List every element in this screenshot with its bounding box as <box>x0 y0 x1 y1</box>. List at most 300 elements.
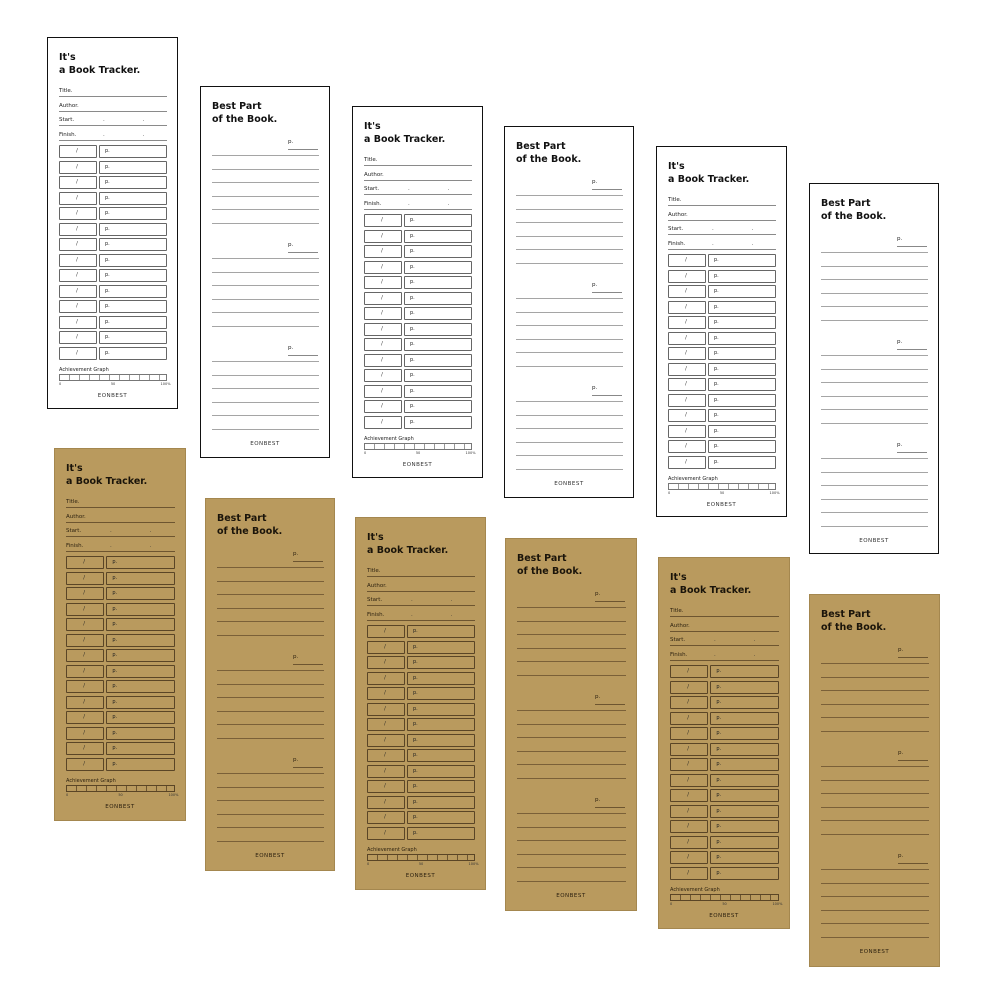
date-slash: / <box>83 745 85 751</box>
page-box <box>404 276 472 289</box>
page-prefix: p. <box>713 303 719 310</box>
book-tracker-bookmark-kraft <box>658 557 790 929</box>
achievement-scale <box>66 792 179 798</box>
page-box <box>710 836 779 849</box>
title-line-2: of the Book. <box>217 526 283 537</box>
page-box <box>708 394 776 407</box>
page-box <box>404 245 472 258</box>
info-field <box>668 235 776 250</box>
page-box <box>710 696 779 709</box>
log-row <box>668 378 776 391</box>
page-prefix: p. <box>713 412 719 418</box>
log-row <box>668 270 776 283</box>
bookmark-title <box>364 120 445 146</box>
date-box <box>59 300 97 313</box>
page-prefix: p. <box>112 729 118 736</box>
title-line-2: of the Book. <box>821 622 887 633</box>
date-slash: / <box>83 729 85 736</box>
log-row <box>364 230 472 243</box>
page-prefix: p. <box>112 636 118 643</box>
page-box <box>106 711 175 724</box>
page-prefix: p. <box>713 365 719 372</box>
date-box <box>668 425 706 438</box>
page-box <box>407 780 475 793</box>
field-label: Finish. <box>670 651 688 658</box>
title-line-1: It's <box>670 572 687 583</box>
achievement-label: Achievement Graph <box>66 778 116 784</box>
date-box <box>59 238 97 251</box>
info-field <box>364 195 472 210</box>
writing-line <box>821 526 928 527</box>
title-line-1: It's <box>367 532 384 543</box>
book-tracker-bookmark-kraft <box>54 448 186 821</box>
date-box <box>670 696 708 709</box>
date-box <box>66 727 104 740</box>
achievement-bar <box>59 374 167 381</box>
page-prefix: p. <box>713 257 719 263</box>
writing-line <box>212 375 319 376</box>
page-box <box>404 400 472 413</box>
page-prefix: p. <box>713 319 719 325</box>
date-box <box>59 269 97 282</box>
page-box <box>106 634 175 647</box>
date-box <box>670 743 708 756</box>
log-row <box>670 851 779 864</box>
date-slash: / <box>685 334 687 341</box>
field-label: Start. <box>668 226 684 232</box>
page-prefix: p. <box>713 458 719 465</box>
field-label: Author. <box>670 622 690 629</box>
writing-line <box>212 272 319 273</box>
writing-line <box>821 834 929 835</box>
page-prefix: p. <box>112 574 118 581</box>
page-prefix: p. <box>409 310 415 316</box>
bookmark-title <box>212 100 277 126</box>
date-box <box>668 270 706 283</box>
date-box <box>59 316 97 329</box>
date-box <box>59 285 97 298</box>
writing-line <box>217 581 324 582</box>
date-box <box>670 836 708 849</box>
page-box <box>710 743 779 756</box>
date-slash: / <box>384 829 386 836</box>
page-number-mark: p. <box>595 694 625 705</box>
log-row <box>364 400 472 413</box>
field-label: Title. <box>367 568 381 574</box>
writing-line <box>217 684 324 685</box>
title-line-1: Best Part <box>516 141 566 152</box>
date-slash: / <box>381 232 383 239</box>
writing-line <box>516 469 623 470</box>
date-slash: / <box>381 387 383 394</box>
writing-line <box>516 352 623 353</box>
date-box <box>367 656 405 669</box>
writing-line <box>212 223 319 224</box>
info-field <box>670 617 779 632</box>
date-slash: / <box>76 163 78 170</box>
log-row <box>59 300 167 313</box>
book-tracker-bookmark-white <box>352 106 483 478</box>
info-field <box>668 206 776 221</box>
date-box <box>367 780 405 793</box>
date-slash: / <box>76 256 78 263</box>
date-box <box>59 347 97 360</box>
page-prefix: p. <box>104 349 110 356</box>
date-slash: / <box>83 683 85 689</box>
page-prefix: p. <box>716 792 722 798</box>
field-label: Finish. <box>66 542 84 549</box>
log-row <box>668 409 776 422</box>
writing-line <box>516 325 623 326</box>
log-row <box>364 307 472 320</box>
log-row <box>367 765 475 778</box>
date-box <box>367 625 405 638</box>
brand-logo-text: EONBEST <box>554 481 584 487</box>
date-slash: / <box>83 559 85 565</box>
date-box <box>668 440 706 453</box>
log-row <box>668 332 776 345</box>
writing-line <box>821 252 928 253</box>
page-prefix: p. <box>713 443 719 449</box>
writing-line <box>517 675 626 676</box>
date-slash: / <box>76 179 78 185</box>
info-field <box>367 577 475 592</box>
date-slash: / <box>83 652 85 658</box>
page-box <box>99 207 167 220</box>
page-prefix: p. <box>104 210 110 216</box>
writing-line <box>821 896 929 897</box>
title-line-1: It's <box>364 121 381 132</box>
title-line-1: Best Part <box>212 101 262 112</box>
date-slash: / <box>381 294 383 301</box>
field-label: Start. <box>364 186 380 192</box>
date-slash: / <box>687 761 689 767</box>
date-box <box>668 301 706 314</box>
date-separators: . . <box>103 117 163 123</box>
date-slash: / <box>685 458 687 465</box>
date-separators: . . <box>712 226 772 232</box>
date-slash: / <box>83 636 85 643</box>
writing-line <box>821 937 929 938</box>
writing-line <box>212 361 319 362</box>
page-prefix: p. <box>409 294 415 301</box>
page-prefix: p. <box>412 783 418 789</box>
page-box <box>99 176 167 189</box>
date-slash: / <box>76 318 78 325</box>
brand-logo-text: EONBEST <box>556 893 586 899</box>
page-prefix: p. <box>104 272 110 278</box>
date-box <box>66 665 104 678</box>
achievement-label: Achievement Graph <box>670 887 720 893</box>
page-prefix: p. <box>713 334 719 341</box>
page-box <box>404 292 472 305</box>
title-line-2: of the Book. <box>516 154 582 165</box>
title-line-1: Best Part <box>821 198 871 209</box>
achievement-bar <box>668 483 776 490</box>
page-box <box>99 331 167 344</box>
achievement-bar <box>66 785 175 792</box>
date-box <box>670 758 708 771</box>
date-box <box>367 827 405 840</box>
writing-line <box>821 382 928 383</box>
date-box <box>66 649 104 662</box>
date-slash: / <box>685 427 687 434</box>
log-row <box>66 727 175 740</box>
title-line-2: of the Book. <box>821 211 887 222</box>
log-row <box>66 649 175 662</box>
page-box <box>106 742 175 755</box>
page-prefix: p. <box>409 341 415 347</box>
log-row <box>367 827 475 840</box>
writing-line <box>212 388 319 389</box>
page-prefix: p. <box>716 869 722 876</box>
page-box <box>710 727 779 740</box>
page-prefix: p. <box>409 356 415 363</box>
page-box <box>407 641 475 654</box>
log-row <box>670 681 779 694</box>
writing-line <box>821 266 928 267</box>
title-line-2: a Book Tracker. <box>66 476 148 487</box>
writing-line <box>516 195 623 196</box>
date-box <box>670 727 708 740</box>
info-field <box>66 537 175 552</box>
writing-line <box>821 766 929 767</box>
page-prefix: p. <box>716 730 722 736</box>
page-box <box>710 665 779 678</box>
page-box <box>708 316 776 329</box>
date-slash: / <box>381 248 383 254</box>
log-row <box>66 587 175 600</box>
writing-line <box>517 827 626 828</box>
page-prefix: p. <box>112 559 118 565</box>
page-number-mark: p. <box>592 179 622 190</box>
scale-tick-label: 100% <box>772 902 783 906</box>
page-prefix: p. <box>409 279 415 285</box>
bookmark-title <box>59 51 140 77</box>
page-number-mark: p. <box>288 139 318 150</box>
page-box <box>404 354 472 367</box>
field-label: Author. <box>66 513 86 520</box>
writing-line <box>821 472 928 473</box>
date-separators: . . <box>103 131 163 138</box>
log-row <box>364 214 472 227</box>
writing-line <box>212 196 319 197</box>
date-slash: / <box>685 396 687 403</box>
date-slash: / <box>381 341 383 347</box>
date-slash: / <box>687 807 689 814</box>
page-box <box>708 409 776 422</box>
date-slash: / <box>687 714 689 721</box>
log-row <box>670 789 779 802</box>
page-box <box>708 254 776 267</box>
writing-line <box>217 773 324 774</box>
reading-log-grid <box>364 214 472 431</box>
page-box <box>708 270 776 283</box>
page-number-mark: p. <box>898 647 928 658</box>
page-box <box>407 687 475 700</box>
brand-logo-text: EONBEST <box>255 853 285 859</box>
log-row <box>66 758 175 771</box>
achievement-graph <box>66 778 179 798</box>
log-row <box>364 369 472 382</box>
page-box <box>106 696 175 709</box>
date-slash: / <box>384 628 386 634</box>
writing-line <box>516 428 623 429</box>
log-row <box>670 774 779 787</box>
scale-tick-label: 0 <box>367 862 370 866</box>
page-box <box>708 378 776 391</box>
date-slash: / <box>381 418 383 425</box>
field-label: Author. <box>364 171 384 178</box>
page-prefix: p. <box>412 674 418 681</box>
writing-line <box>517 778 626 779</box>
log-row <box>66 696 175 709</box>
writing-line <box>517 634 626 635</box>
date-slash: / <box>83 590 85 596</box>
page-number-mark: p. <box>288 345 318 356</box>
brand-logo-text: EONBEST <box>402 462 433 468</box>
page-box <box>106 603 175 616</box>
page-prefix: p. <box>112 698 118 705</box>
bookmark-title <box>516 140 581 166</box>
page-prefix: p. <box>112 745 118 751</box>
page-prefix: p. <box>104 225 110 232</box>
log-row <box>668 285 776 298</box>
log-row <box>364 276 472 289</box>
date-slash: / <box>687 668 689 674</box>
info-field <box>367 606 475 621</box>
date-separators: . . <box>110 528 170 534</box>
date-box <box>364 416 402 429</box>
date-separators: . . <box>411 597 471 603</box>
achievement-graph <box>670 887 783 907</box>
page-prefix: p. <box>713 427 719 434</box>
scale-tick-label: 50 <box>418 862 424 866</box>
date-box <box>364 292 402 305</box>
log-row <box>670 836 779 849</box>
date-box <box>668 394 706 407</box>
writing-line <box>821 793 929 794</box>
best-part-bookmark-white <box>809 183 939 554</box>
page-prefix: p. <box>112 714 118 720</box>
writing-line <box>212 415 319 416</box>
date-slash: / <box>685 319 687 325</box>
date-box <box>670 851 708 864</box>
book-tracker-bookmark-white <box>47 37 178 409</box>
date-slash: / <box>687 776 689 783</box>
writing-line <box>217 724 324 725</box>
page-box <box>99 238 167 251</box>
log-row <box>367 734 475 747</box>
brand-logo-text: EONBEST <box>250 441 280 447</box>
writing-line <box>212 402 319 403</box>
writing-line <box>217 827 324 828</box>
date-box <box>66 696 104 709</box>
page-prefix: p. <box>412 628 418 634</box>
date-separators: . . <box>408 200 468 207</box>
date-slash: / <box>384 752 386 758</box>
log-row <box>66 634 175 647</box>
date-slash: / <box>384 674 386 681</box>
writing-line <box>821 820 929 821</box>
log-row <box>367 718 475 731</box>
log-row <box>367 656 475 669</box>
log-row <box>670 758 779 771</box>
date-box <box>367 749 405 762</box>
info-field <box>66 508 175 523</box>
writing-line <box>821 512 928 513</box>
page-prefix: p. <box>412 829 418 836</box>
page-prefix: p. <box>104 334 110 340</box>
page-prefix: p. <box>409 372 415 378</box>
writing-line <box>517 840 626 841</box>
field-label: Author. <box>668 211 688 218</box>
writing-line <box>517 607 626 608</box>
date-slash: / <box>687 823 689 829</box>
date-box <box>670 712 708 725</box>
brand-logo-text: EONBEST <box>105 804 135 810</box>
scale-tick-label: 0 <box>670 902 673 906</box>
date-slash: / <box>384 783 386 789</box>
date-slash: / <box>685 272 687 279</box>
bookmark-title <box>66 462 147 488</box>
page-box <box>710 820 779 833</box>
field-label: Author. <box>367 582 387 589</box>
page-box <box>710 681 779 694</box>
date-separators: . . <box>411 611 471 618</box>
title-line-2: a Book Tracker. <box>367 545 449 556</box>
log-row <box>59 331 167 344</box>
page-box <box>407 625 475 638</box>
page-number-mark: p. <box>595 797 625 808</box>
date-box <box>66 556 104 569</box>
date-box <box>668 254 706 267</box>
page-box <box>106 618 175 631</box>
writing-line <box>821 807 929 808</box>
writing-line <box>212 429 319 430</box>
page-box <box>404 261 472 274</box>
writing-line <box>212 155 319 156</box>
page-box <box>106 665 175 678</box>
writing-line <box>821 306 928 307</box>
page-prefix: p. <box>412 643 418 650</box>
info-field <box>670 631 779 646</box>
writing-line <box>516 415 623 416</box>
log-row <box>66 572 175 585</box>
date-slash: / <box>381 356 383 363</box>
page-prefix: p. <box>713 272 719 279</box>
field-label: Title. <box>59 88 73 94</box>
brand-logo-text: EONBEST <box>859 949 890 955</box>
date-box <box>364 323 402 336</box>
scale-tick-label: 100% <box>465 451 476 455</box>
page-prefix: p. <box>104 318 110 325</box>
page-box <box>407 718 475 731</box>
page-box <box>404 385 472 398</box>
page-box <box>407 703 475 716</box>
log-row <box>59 269 167 282</box>
date-box <box>367 718 405 731</box>
date-box <box>364 354 402 367</box>
info-field <box>367 562 475 577</box>
date-box <box>59 223 97 236</box>
page-number-mark: p. <box>288 242 318 253</box>
writing-line <box>821 677 929 678</box>
page-box <box>99 300 167 313</box>
log-row <box>59 238 167 251</box>
date-box <box>59 331 97 344</box>
scale-tick-label: 50 <box>118 793 123 797</box>
